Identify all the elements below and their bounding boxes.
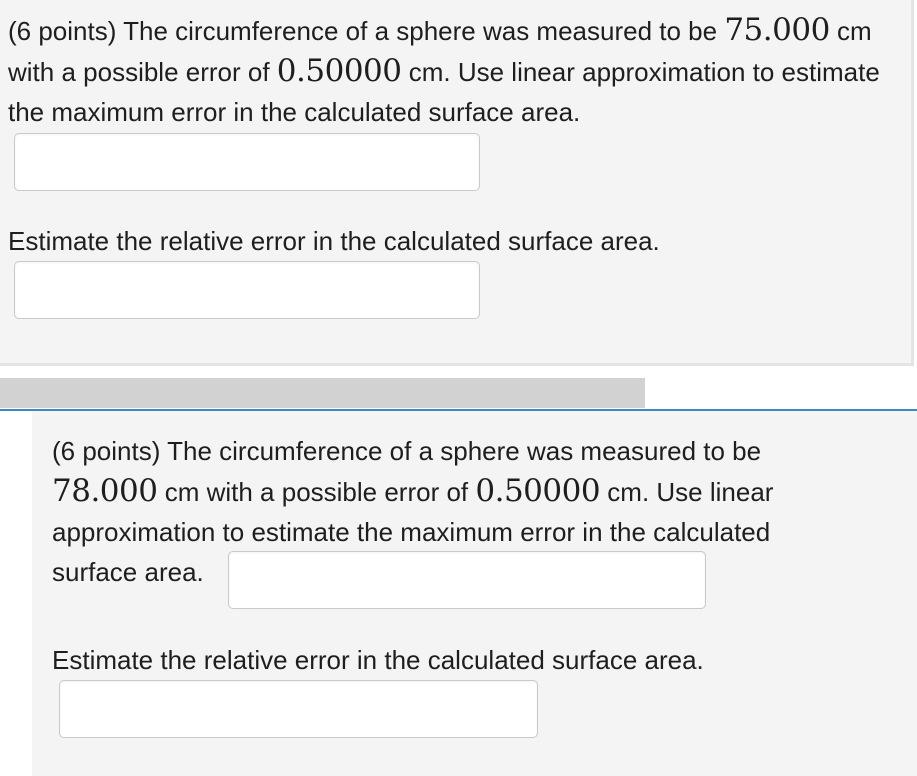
problem-1-circumference-value: 75.000 bbox=[724, 12, 830, 48]
problem-2-relative-error-field[interactable] bbox=[59, 680, 538, 738]
problem-1-max-error-field[interactable] bbox=[14, 133, 480, 191]
problem-2-max-error-field[interactable] bbox=[228, 551, 706, 609]
problem-1-statement bbox=[8, 10, 898, 132]
problem-1-panel bbox=[0, 0, 914, 366]
problem-2-text-intro: (6 points) The circumference of a sphere was measured to be bbox=[52, 436, 762, 466]
problem-1-text-intro: (6 points) The circumference of a sphere was measured to be bbox=[8, 16, 725, 46]
problem-1-relative-error-field[interactable] bbox=[14, 261, 480, 319]
problem-2-circumference-value: 78.000 bbox=[52, 473, 158, 509]
problem-1-error-value: 0.50000 bbox=[276, 53, 402, 89]
problem-2-relative-error-input[interactable] bbox=[60, 681, 537, 737]
section-divider-band bbox=[0, 378, 645, 408]
problem-1-max-error-input[interactable] bbox=[15, 134, 479, 190]
problem-1-relative-error-input[interactable] bbox=[15, 262, 479, 318]
problem-2-text-mid: cm with a possible error of bbox=[157, 477, 476, 507]
problem-1-relative-error-label: Estimate the relative error in the calculated surface area. bbox=[8, 226, 660, 256]
problem-2-error-value: 0.50000 bbox=[475, 473, 601, 509]
problem-2-relative-error-label: Estimate the relative error in the calculated surface area. bbox=[52, 645, 704, 675]
problem-1-text-end: cm. Use linear approximation to estimate the maximum error in the calculated surface area. bbox=[8, 57, 880, 127]
problem-2-text-end: cm. Use linear approximation to estimate the maximum error in the calculated surface area. bbox=[52, 477, 774, 587]
problem-2-max-error-input[interactable] bbox=[229, 552, 705, 608]
problem-1-text-mid: cm with a possible error of bbox=[8, 16, 872, 87]
problem-2-panel bbox=[32, 411, 917, 776]
